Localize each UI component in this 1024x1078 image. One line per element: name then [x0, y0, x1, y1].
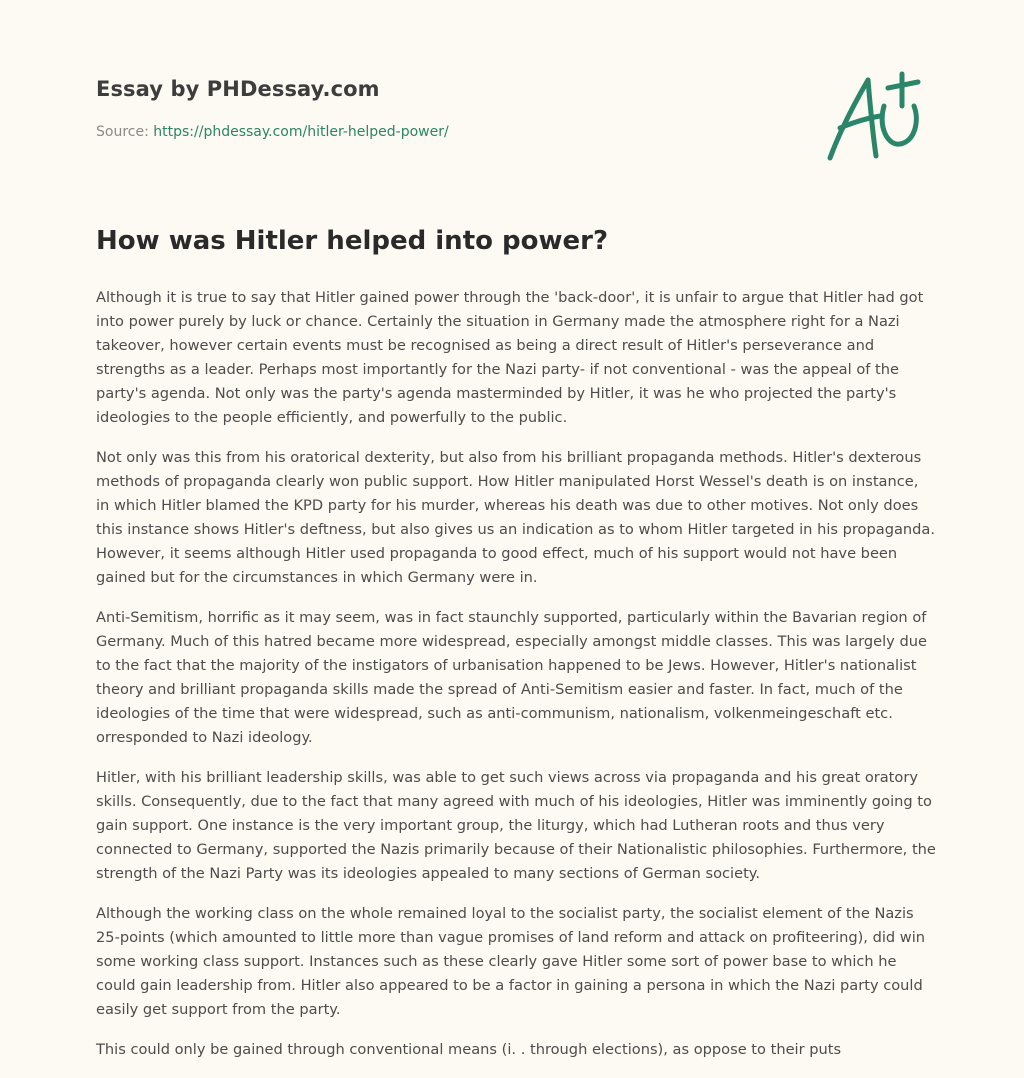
essay-body	[96, 286, 936, 1078]
source-label: Source:	[96, 124, 154, 140]
essay-paragraph: Anti-Semitism, horrific as it may seem, was in fact staunchly supported, particularly within the Bavarian region of Germany. Much of this hatred became more widespread, especially amongst middle classes. This was largely due to the fact that the majority of the instigators of urbanisation happened to be Jews. However, Hitler's nationalist theory and brilliant propaganda skills made the spread of Anti-Semitism easier and faster. In fact, much of the ideologies of the time that were widespread, such as anti-communism, nationalism, volkenmeingeschaft etc. orresponded to Nazi ideology.	[96, 609, 927, 746]
site-title: Essay by PHDessay.com	[96, 77, 380, 101]
source-link[interactable]: https://phdessay.com/hitler-helped-power/	[153, 124, 449, 140]
essay-paragraph: Although the working class on the whole remained loyal to the socialist party, the socialist element of the Nazis 25-points (which amounted to little more than vague promises of land reform and attack on profiteering), did win some working class support. Instances such as these clearly gave Hitler some sort of power base to which he could gain leadership from. Hitler also appeared to be a factor in gaining a persona in which the Nazi party could easily get support from the party.	[96, 905, 926, 1018]
a-plus-logo-icon	[822, 66, 932, 166]
essay-title: How was Hitler helped into power?	[96, 226, 609, 256]
essay-page	[96, 0, 936, 1076]
source-line	[96, 124, 449, 140]
essay-paragraph: Not only was this from his oratorical dexterity, but also from his brilliant propaganda methods. Hitler's dexterous methods of propaganda clearly won public support. How Hitler manipulated Horst Wessel's death is on instance, in which Hitler blamed the KPD party for his murder, whereas his death was due to other motives. Not only does this instance shows Hitler's deftness, but also gives us an indication as to whom Hitler targeted in his propaganda. However, it seems although Hitler used propaganda to good effect, much of his support would not have been gained but for the circumstances in which Germany were in.	[96, 449, 935, 586]
essay-paragraph: Although it is true to say that Hitler gained power through the 'back-door', it is unfair to argue that Hitler had got into power purely by luck or chance. Certainly the situation in Germany made the atmosphere right for a Nazi takeover, however certain events must be recognised as being a direct result of Hitler's perseverance and strengths as a leader. Perhaps most importantly for the Nazi party- if not conventional - was the appeal of the party's agenda. Not only was the party's agenda masterminded by Hitler, it was he who projected the party's ideologies to the people efficiently, and powerfully to the public.	[96, 289, 924, 426]
essay-paragraph: Hitler, with his brilliant leadership skills, was able to get such views across via propaganda and his great oratory skills. Consequently, due to the fact that many agreed with much of his ideologies, Hitler was imminently going to gain support. One instance is the very important group, the liturgy, which had Lutheran roots and thus very connected to Germany, supported the Nazis primarily because of their Nationalistic philosophies. Furthermore, the strength of the Nazi Party was its ideologies appealed to many sections of German society.	[96, 769, 936, 882]
essay-paragraph: This could only be gained through conventional means (i. . through elections), as oppose to their puts	[96, 1041, 842, 1058]
